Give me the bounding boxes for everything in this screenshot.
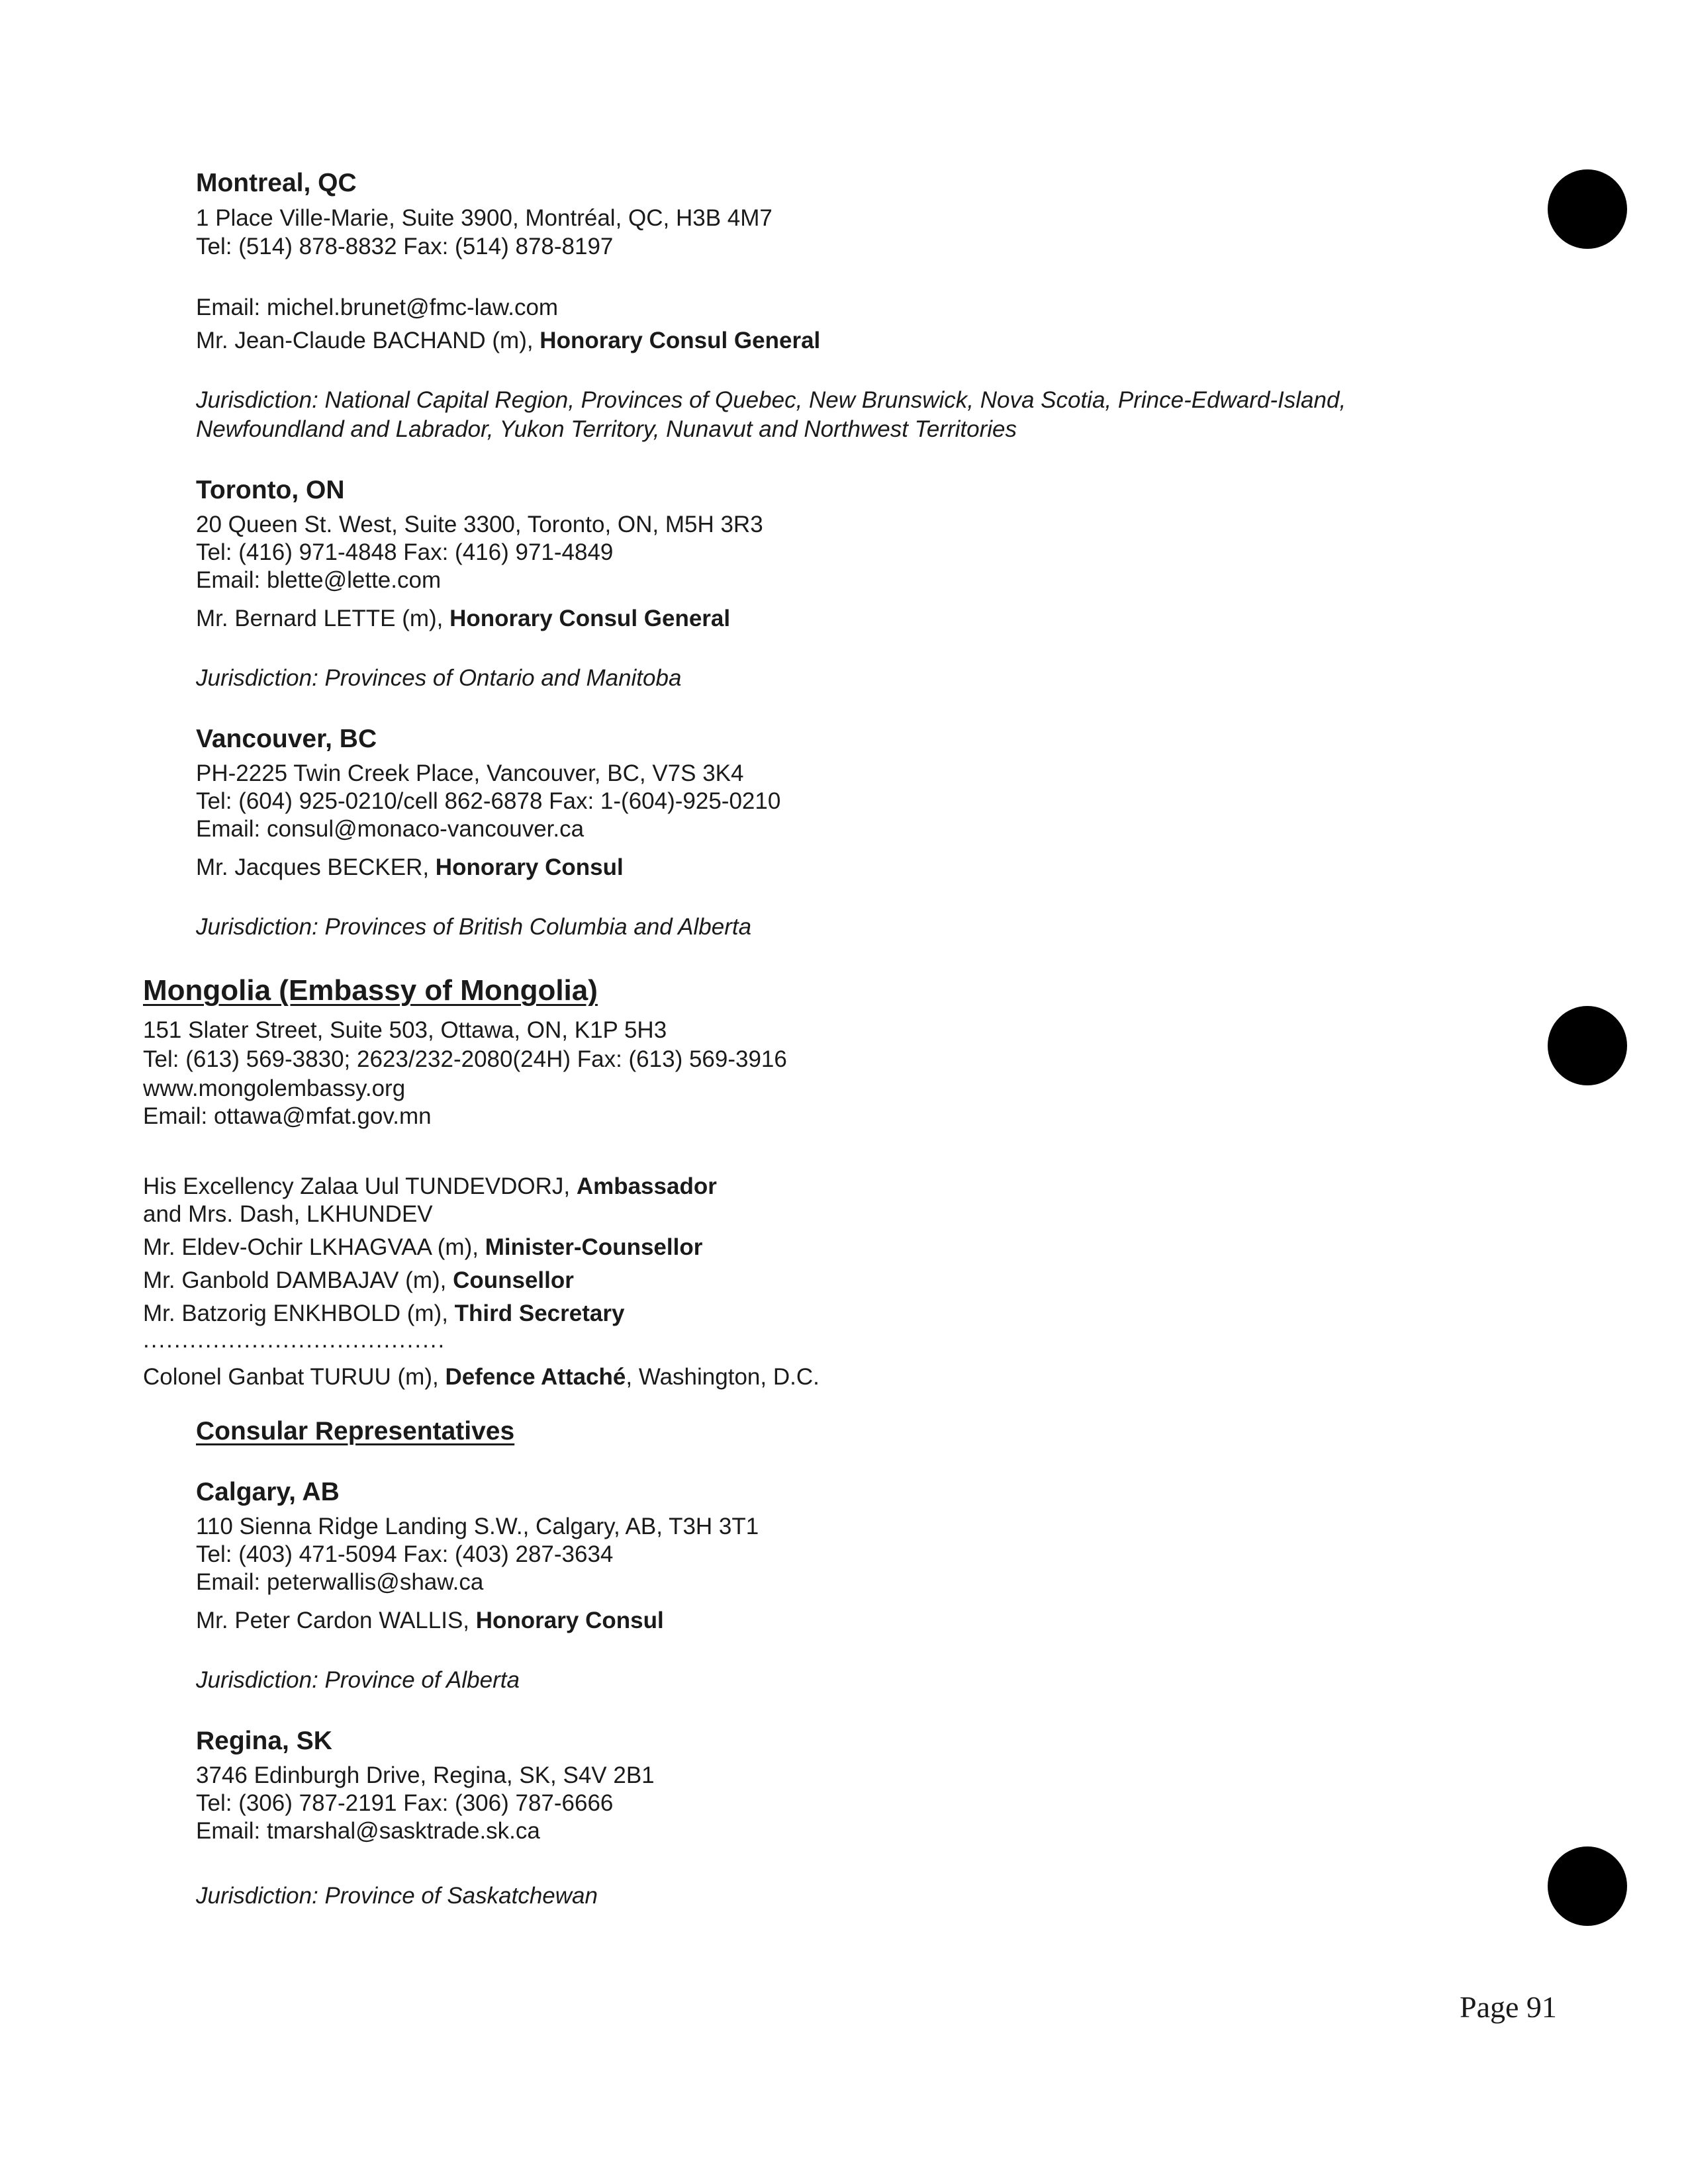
calgary-person <box>196 1607 664 1635</box>
montreal-jurisdiction-line-1: Jurisdiction: National Capital Region, Provinces of Quebec, New Brunswick, Nova Scotia, Prince-Edward-Island, <box>196 387 1346 413</box>
vancouver-heading: Vancouver, BC <box>196 725 377 753</box>
person-name: Mr. Bernard LETTE (m), <box>196 606 450 631</box>
toronto-tel: Tel: (416) 971-4848 Fax: (416) 971-4849 <box>196 539 614 565</box>
person-title: Defence Attaché <box>445 1364 626 1390</box>
regina-jurisdiction: Jurisdiction: Province of Saskatchewan <box>196 1883 598 1909</box>
attache-location: , Washington, D.C. <box>626 1364 820 1390</box>
person-title: Minister-Counsellor <box>485 1234 703 1260</box>
toronto-jurisdiction: Jurisdiction: Provinces of Ontario and Manitoba <box>196 665 682 691</box>
mongolia-email: Email: ottawa@mfat.gov.mn <box>143 1103 432 1129</box>
calgary-email: Email: peterwallis@shaw.ca <box>196 1569 484 1595</box>
montreal-person <box>196 327 820 355</box>
calgary-tel: Tel: (403) 471-5094 Fax: (403) 287-3634 <box>196 1541 614 1567</box>
calgary-address: 110 Sienna Ridge Landing S.W., Calgary, AB, T3H 3T1 <box>196 1514 759 1539</box>
person-title: Counsellor <box>453 1267 574 1293</box>
regina-heading: Regina, SK <box>196 1727 332 1755</box>
vancouver-jurisdiction: Jurisdiction: Provinces of British Columbia and Alberta <box>196 914 752 940</box>
person-name: Mr. Peter Cardon WALLIS, <box>196 1608 476 1633</box>
vancouver-email: Email: consul@monaco-vancouver.ca <box>196 816 585 842</box>
mongolia-heading: Mongolia (Embassy of Mongolia) <box>143 974 598 1007</box>
toronto-address: 20 Queen St. West, Suite 3300, Toronto, ON, M5H 3R3 <box>196 512 763 537</box>
regina-address: 3746 Edinburgh Drive, Regina, SK, S4V 2B1 <box>196 1762 655 1788</box>
vancouver-address: PH-2225 Twin Creek Place, Vancouver, BC, V7S 3K4 <box>196 760 744 786</box>
montreal-tel: Tel: (514) 878-8832 Fax: (514) 878-8197 <box>196 234 614 259</box>
mongolia-address: 151 Slater Street, Suite 503, Ottawa, ON, K1P 5H3 <box>143 1017 667 1043</box>
person-title: Honorary Consul General <box>449 606 731 631</box>
punch-hole-top <box>1548 169 1627 249</box>
vancouver-person <box>196 854 624 882</box>
person-title: Third Secretary <box>454 1300 625 1326</box>
defence-attache <box>143 1363 820 1391</box>
mongolia-website: www.mongolembassy.org <box>143 1075 406 1101</box>
person-title: Ambassador <box>576 1173 717 1199</box>
staff-member <box>143 1173 717 1201</box>
person-name: His Excellency Zalaa Uul TUNDEVDORJ, <box>143 1173 577 1199</box>
person-name: Mr. Jacques BECKER, <box>196 854 436 880</box>
vancouver-tel: Tel: (604) 925-0210/cell 862-6878 Fax: 1-(604)-925-0210 <box>196 788 781 814</box>
person-name: Colonel Ganbat TURUU (m), <box>143 1364 445 1390</box>
person-name: Mr. Eldev-Ochir LKHAGVAA (m), <box>143 1234 485 1260</box>
toronto-person <box>196 605 730 633</box>
staff-member <box>143 1201 433 1228</box>
consular-representatives-heading: Consular Representatives <box>196 1417 515 1445</box>
montreal-address: 1 Place Ville-Marie, Suite 3900, Montréal, QC, H3B 4M7 <box>196 205 773 231</box>
staff-member <box>143 1300 624 1328</box>
page-number: Page 91 <box>1460 1990 1557 2024</box>
calgary-heading: Calgary, AB <box>196 1478 340 1506</box>
regina-email: Email: tmarshal@sasktrade.sk.ca <box>196 1818 540 1844</box>
calgary-jurisdiction: Jurisdiction: Province of Alberta <box>196 1667 520 1693</box>
person-title: Honorary Consul General <box>539 328 821 353</box>
dotted-separator: ....................................... <box>143 1327 446 1353</box>
regina-tel: Tel: (306) 787-2191 Fax: (306) 787-6666 <box>196 1790 614 1816</box>
montreal-jurisdiction-line-2: Newfoundland and Labrador, Yukon Territory, Nunavut and Northwest Territories <box>196 416 1017 442</box>
person-name: Mr. Jean-Claude BACHAND (m), <box>196 328 540 353</box>
staff-member <box>143 1234 702 1261</box>
punch-hole-middle <box>1548 1006 1627 1085</box>
person-name: and Mrs. Dash, LKHUNDEV <box>143 1201 433 1227</box>
person-title: Honorary Consul <box>475 1608 664 1633</box>
staff-member <box>143 1267 574 1295</box>
punch-hole-bottom <box>1548 1846 1627 1926</box>
mongolia-tel: Tel: (613) 569-3830; 2623/232-2080(24H) Fax: (613) 569-3916 <box>143 1046 787 1072</box>
toronto-heading: Toronto, ON <box>196 476 345 504</box>
person-title: Honorary Consul <box>435 854 624 880</box>
montreal-heading: Montreal, QC <box>196 169 357 197</box>
person-name: Mr. Batzorig ENKHBOLD (m), <box>143 1300 455 1326</box>
montreal-email: Email: michel.brunet@fmc-law.com <box>196 295 559 320</box>
person-name: Mr. Ganbold DAMBAJAV (m), <box>143 1267 453 1293</box>
toronto-email: Email: blette@lette.com <box>196 567 442 593</box>
